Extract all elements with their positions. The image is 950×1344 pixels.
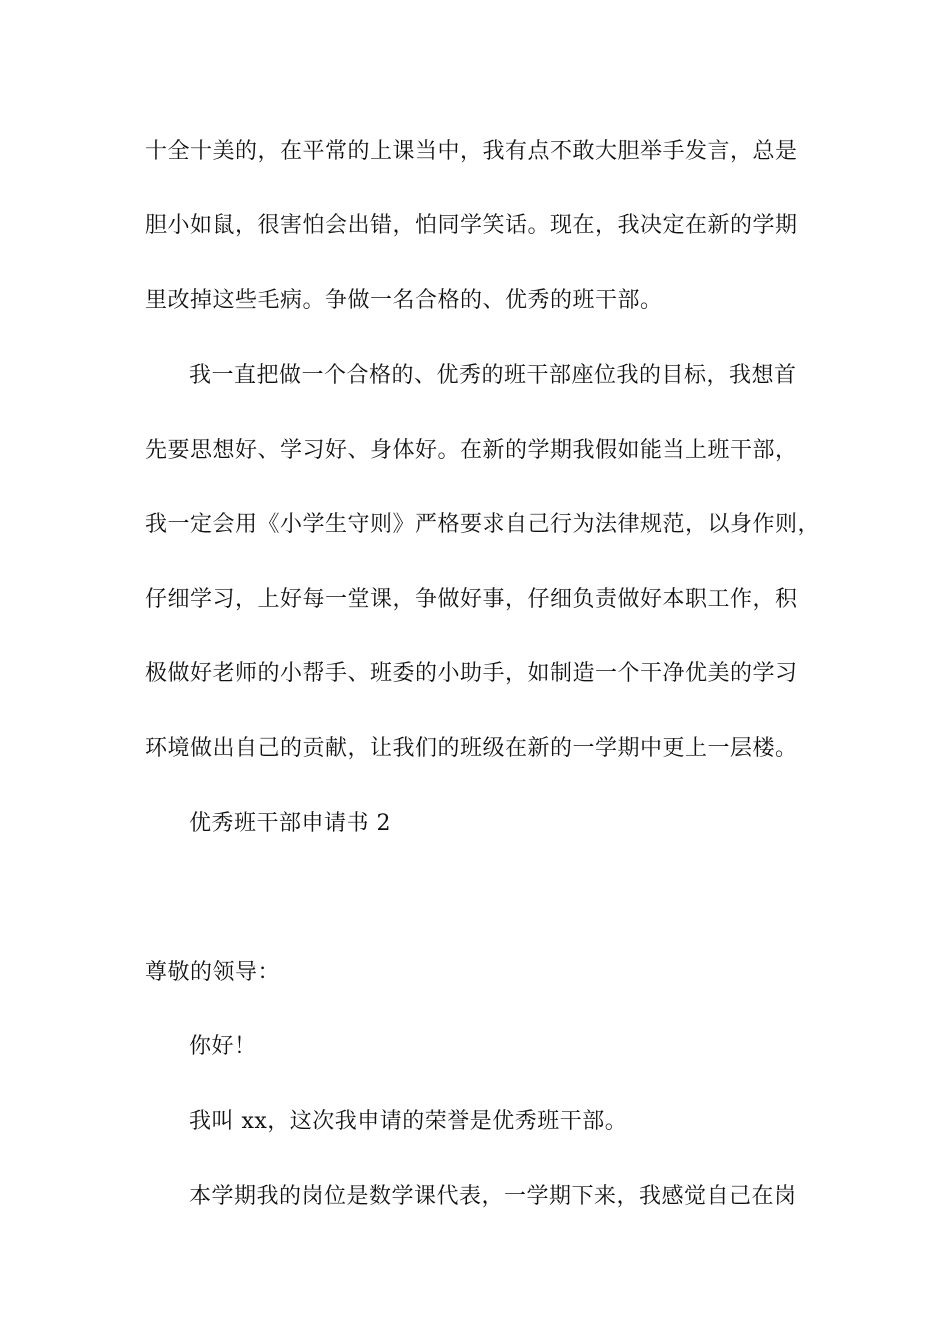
paragraph-line: 本学期我的岗位是数学课代表，一学期下来，我感觉自己在岗 — [189, 1184, 797, 1209]
section-heading: 优秀班干部申请书 2 — [189, 811, 391, 836]
paragraph-line: 仔细学习，上好每一堂课，争做好事，仔细负责做好本职工作，积 — [145, 587, 798, 612]
greeting: 你好！ — [189, 1034, 257, 1059]
paragraph-line: 我叫 xx，这次我申请的荣誉是优秀班干部。 — [189, 1109, 628, 1134]
paragraph-line: 里改掉这些毛病。争做一名合格的、优秀的班干部。 — [145, 288, 663, 313]
paragraph-line: 我一直把做一个合格的、优秀的班干部座位我的目标，我想首 — [189, 363, 797, 388]
paragraph-line: 我一定会用《小学生守则》严格要求自己行为法律规范，以身作则， — [145, 512, 821, 537]
paragraph-line: 十全十美的，在平常的上课当中，我有点不敢大胆举手发言，总是 — [145, 139, 798, 164]
paragraph-line: 胆小如鼠，很害怕会出错，怕同学笑话。现在，我决定在新的学期 — [145, 213, 798, 238]
paragraph-line: 先要思想好、学习好、身体好。在新的学期我假如能当上班干部， — [145, 438, 798, 463]
salutation: 尊敬的领导： — [145, 960, 281, 985]
paragraph-line: 环境做出自己的贡献，让我们的班级在新的一学期中更上一层楼。 — [145, 736, 798, 761]
paragraph-line: 极做好老师的小帮手、班委的小助手，如制造一个干净优美的学习 — [145, 661, 798, 686]
